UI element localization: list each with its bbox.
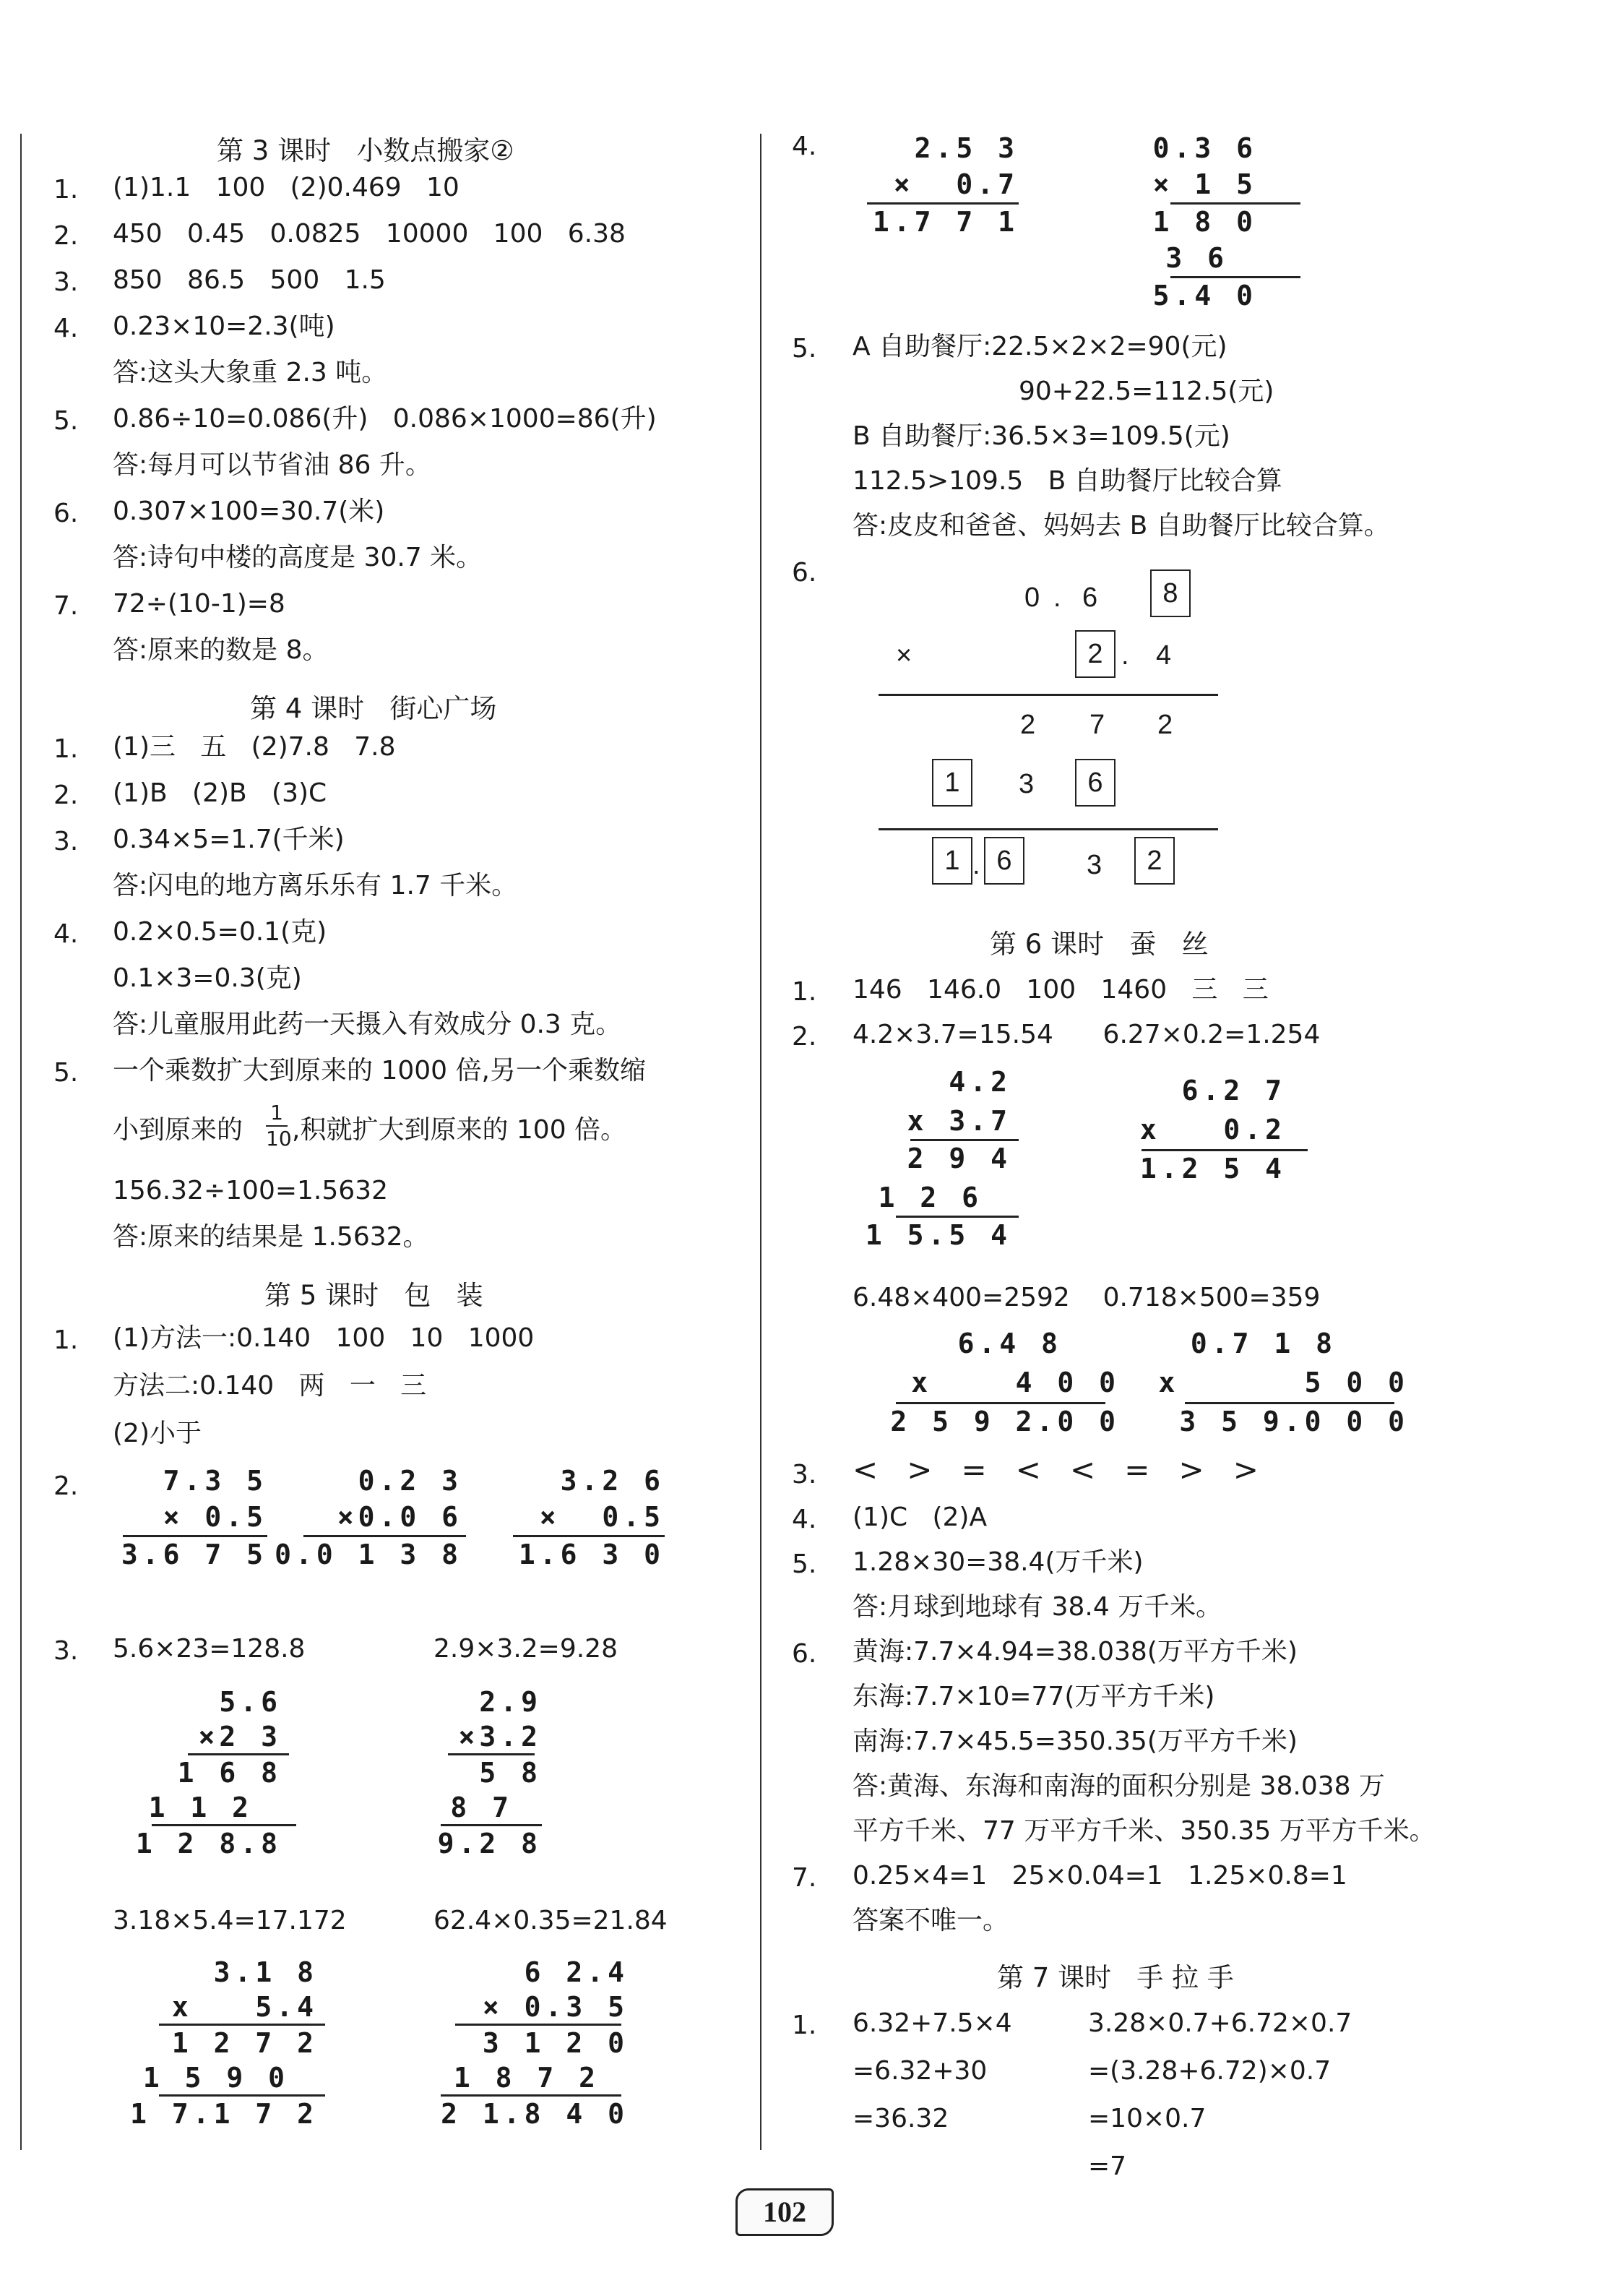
calc-rule	[159, 2024, 325, 2026]
calc-row: 7.3 5	[163, 1465, 267, 1497]
fraction-numerator: 1	[270, 1101, 283, 1125]
answer-line: =10×0.7	[1088, 2104, 1207, 2133]
item-number: 3.	[53, 267, 79, 297]
calc-row: 2 5 9 2.0 0	[890, 1406, 1120, 1437]
calc-row: 4.2	[949, 1066, 1011, 1098]
times-sign: ×	[896, 640, 912, 671]
vertical-calc	[890, 1327, 1156, 1442]
item-number: 5.	[53, 1058, 79, 1088]
calc-rule	[455, 2024, 621, 2026]
item-number: 1.	[792, 977, 817, 1007]
calc-row: 3 5 9.0 0 0	[1179, 1406, 1409, 1437]
answer-line: 方法二:0.140 两 一 三	[113, 1371, 427, 1401]
answer-line: 0.86÷10=0.086(升) 0.086×1000=86(升)	[113, 404, 657, 434]
answer-line: A 自助餐厅:22.5×2×2=90(元)	[853, 332, 1227, 361]
calc-row: 1.6 3 0	[518, 1539, 665, 1570]
calc-row: 6 2.4	[524, 1956, 629, 1988]
calc-row: 0.0 1 3 8	[275, 1539, 462, 1570]
calc-row: ×2 3	[198, 1721, 282, 1753]
item-number: 1.	[53, 175, 79, 205]
calc-rule	[159, 2094, 325, 2097]
calc-row: 0.7 1 8	[1190, 1328, 1337, 1359]
item-number: 4.	[792, 1505, 817, 1534]
answer-line: 0.2×0.5=0.1(克)	[113, 917, 327, 947]
answer-line: 答:诗句中楼的高度是 30.7 米。	[113, 543, 483, 572]
left-margin-rule	[20, 134, 22, 2150]
calc-rule	[1170, 276, 1300, 278]
calc-rule	[448, 1753, 535, 1755]
answer-line: 0.307×100=30.7(米)	[113, 496, 385, 526]
calc-rule	[303, 1535, 466, 1537]
calc-rule	[1170, 202, 1300, 205]
item-number: 5.	[53, 406, 79, 436]
answer-line: (1)三 五 (2)7.8 7.8	[113, 732, 396, 762]
calc-row: 2 1.8 4 0	[441, 2098, 629, 2130]
calc-row: 0.2 3	[358, 1465, 462, 1497]
calc-row: x 0.2	[1139, 1114, 1286, 1145]
answer-line: 146 146.0 100 1460 三 三	[853, 975, 1269, 1005]
vertical-calc	[1158, 1327, 1445, 1442]
calc-row: x 4 0 0	[911, 1367, 1120, 1398]
answer-line: 答:这头大象重 2.3 吨。	[113, 358, 388, 387]
answer-line: (1)1.1 100 (2)0.469 10	[113, 173, 459, 202]
calc-row: 2.9	[479, 1686, 542, 1718]
answer-line: 72÷(10-1)=8	[113, 589, 285, 619]
column-divider	[760, 134, 761, 2150]
digit: 3	[1019, 769, 1035, 799]
answer-line: (1)B (2)B (3)C	[113, 778, 327, 808]
calc-row: 1 2 8.8	[135, 1828, 282, 1859]
calc-rule	[910, 1139, 1019, 1141]
item-number: 6.	[792, 1639, 817, 1669]
digit: 3	[1087, 850, 1102, 880]
answer-line: 6.32+7.5×4	[853, 2008, 1012, 2038]
vertical-calc	[130, 1956, 347, 2144]
calc-row: 9.2 8	[437, 1828, 542, 1859]
digit: 6	[1082, 582, 1098, 613]
item-number: 4.	[53, 919, 79, 949]
answer-line: 答案不唯一。	[853, 1906, 1009, 1935]
answer-line: B 自助餐厅:36.5×3=109.5(元)	[853, 421, 1230, 451]
vertical-calc	[865, 1065, 1055, 1260]
calc-row: 1 7.1 7 2	[130, 2098, 318, 2130]
answer-line: =6.32+30	[853, 2056, 988, 2086]
puzzle-rule	[879, 694, 1218, 696]
equation: 2.9×3.2=9.28	[433, 1634, 618, 1664]
equation: 6.48×400=2592 0.718×500=359	[853, 1283, 1321, 1312]
calc-row: 1 5.5 4	[865, 1219, 1011, 1251]
digit: 0	[1024, 582, 1040, 613]
answer-box: 2	[1134, 837, 1175, 885]
calc-row: 1 1 2	[148, 1792, 253, 1823]
calc-row: ×3.2	[458, 1721, 542, 1753]
calc-row: 1 2 6	[878, 1182, 983, 1213]
answer-box: 1	[932, 837, 972, 885]
calc-row: 3.6 7 5	[121, 1539, 267, 1570]
calc-row: 1 8 0	[1152, 206, 1257, 238]
lesson3-title: 第 3 课时 小数点搬家②	[217, 135, 514, 166]
item-number: 6.	[792, 558, 817, 588]
digit: .	[1121, 640, 1129, 671]
calc-row: 1.2 5 4	[1139, 1153, 1286, 1184]
calc-row: × 0.7	[893, 168, 1019, 200]
lesson7-title: 第 7 课时 手 拉 手	[997, 1962, 1234, 1993]
calc-rule	[896, 1216, 1019, 1218]
item-number: 3.	[792, 1460, 817, 1489]
answer-line: 1.28×30=38.4(万千米)	[853, 1547, 1144, 1577]
item-number: 1.	[792, 2011, 817, 2040]
answer-line: < > = < < = > >	[853, 1452, 1259, 1487]
item-number: 1.	[53, 734, 79, 764]
answer-line: =(3.28+6.72)×0.7	[1088, 2056, 1332, 2086]
answer-line: =7	[1088, 2151, 1127, 2181]
calc-row: × 0.3 5	[482, 1991, 629, 2023]
calc-row: 6.2 7	[1181, 1075, 1286, 1106]
answer-box: 2	[1075, 630, 1115, 678]
answer-line: 黄海:7.7×4.94=38.038(万平方千米)	[853, 1637, 1298, 1667]
calc-rule	[441, 1824, 542, 1826]
answer-line: 112.5>109.5 B 自助餐厅比较合算	[853, 466, 1282, 496]
lesson5-title: 第 5 课时 包 装	[264, 1280, 483, 1311]
calc-row: 8 7	[450, 1792, 513, 1823]
calc-rule	[1142, 1149, 1308, 1151]
calc-row: 3.2 6	[560, 1465, 665, 1497]
puzzle-rule	[879, 828, 1218, 830]
answer-line: 3.28×0.7+6.72×0.7	[1088, 2008, 1352, 2038]
answer-line: 0.1×3=0.3(克)	[113, 963, 302, 993]
equation: 62.4×0.35=21.84	[433, 1906, 668, 1935]
digit: 7	[1089, 710, 1105, 740]
calc-row: 5.6	[219, 1686, 282, 1718]
answer-line: =36.32	[853, 2104, 949, 2133]
calc-row: 3 1 2 0	[482, 2027, 629, 2059]
calc-row: ×0.0 6	[337, 1501, 462, 1533]
calc-rule	[441, 2094, 621, 2097]
answer-line: 小到原来的	[113, 1115, 243, 1145]
answer-line: 答:黄海、东海和南海的面积分别是 38.038 万	[853, 1771, 1385, 1801]
item-number: 7.	[792, 1863, 817, 1893]
calc-row: x 3.7	[907, 1105, 1011, 1137]
page-number: 102	[735, 2188, 834, 2236]
vertical-calc	[1139, 1074, 1344, 1190]
answer-box: 8	[1150, 569, 1191, 617]
equation: 5.6×23=128.8	[113, 1634, 306, 1664]
answer-line: (1)方法一:0.140 100 10 1000	[113, 1323, 535, 1353]
item-number: 6.	[53, 499, 79, 528]
item-number: 4.	[53, 314, 79, 343]
calc-row: 0.3 6	[1152, 132, 1257, 164]
lesson4-title: 第 4 课时 街心广场	[250, 693, 497, 724]
answer-line: 4.2×3.7=15.54 6.27×0.2=1.254	[853, 1020, 1321, 1049]
answer-line: 答:每月可以节省油 86 升。	[113, 450, 431, 480]
answer-line: 答:儿童服用此药一天摄入有效成分 0.3 克。	[113, 1010, 622, 1039]
item-number: 2.	[792, 1022, 817, 1052]
item-number: 2.	[53, 221, 79, 251]
answer-line: 平方千米、77 万平方千米、350.35 万平方千米。	[853, 1816, 1436, 1846]
answer-line: 156.32÷100=1.5632	[113, 1176, 388, 1205]
item-number: 3.	[53, 1636, 79, 1666]
calc-rule	[867, 202, 1019, 205]
answer-line: ,积就扩大到原来的 100 倍。	[292, 1115, 627, 1145]
answer-line: 0.25×4=1 25×0.04=1 1.25×0.8=1	[853, 1861, 1347, 1891]
calc-row: 1 6 8	[177, 1757, 282, 1789]
item-number: 7.	[53, 591, 79, 621]
equation: 3.18×5.4=17.172	[113, 1906, 347, 1935]
answer-line: 答:皮皮和爸爸、妈妈去 B 自助餐厅比较合算。	[853, 511, 1390, 541]
calc-row: × 0.5	[163, 1501, 267, 1533]
answer-line: 答:月球到地球有 38.4 万千米。	[853, 1592, 1222, 1622]
item-number: 5.	[792, 334, 817, 364]
calc-row: x 5.4	[171, 1991, 318, 2023]
digit: .	[1053, 582, 1061, 613]
answer-line: 850 86.5 500 1.5	[113, 265, 386, 295]
answer-line: 0.23×10=2.3(吨)	[113, 311, 335, 341]
calc-rule	[123, 1535, 267, 1537]
answer-line: 南海:7.7×45.5=350.35(万平方千米)	[853, 1727, 1298, 1756]
digit: 2	[1020, 710, 1036, 740]
calc-row: 1 2 7 2	[171, 2027, 318, 2059]
digit: .	[972, 850, 980, 880]
answer-box: 6	[1075, 759, 1115, 807]
calc-rule	[188, 1753, 289, 1755]
calc-row: 1 5 9 0	[142, 2062, 289, 2094]
answer-line: (2)小于	[113, 1419, 202, 1448]
digit: 2	[1157, 710, 1173, 740]
item-number: 2.	[53, 1471, 79, 1501]
answer-line: 450 0.45 0.0825 10000 100 6.38	[113, 219, 626, 249]
calc-rule	[152, 1824, 296, 1826]
answer-box: 6	[984, 837, 1024, 885]
calc-row: 3 6	[1165, 242, 1228, 274]
item-number: 5.	[792, 1549, 817, 1579]
calc-row: 6.4 8	[957, 1328, 1062, 1359]
item-number: 3.	[53, 827, 79, 856]
calc-rule	[896, 1402, 1105, 1404]
answer-line: 答:原来的结果是 1.5632。	[113, 1222, 429, 1252]
calc-rule	[1185, 1402, 1394, 1404]
vertical-calc	[513, 1464, 679, 1573]
answer-line: 90+22.5=112.5(元)	[1019, 377, 1274, 406]
digit: 4	[1156, 640, 1172, 671]
calc-row: 1 8 7 2	[453, 2062, 600, 2094]
calc-row: 2 9 4	[907, 1143, 1011, 1174]
answer-line: 东海:7.7×10=77(万平方千米)	[853, 1682, 1215, 1711]
vertical-calc	[123, 1464, 282, 1573]
answer-line: 答:闪电的地方离乐乐有 1.7 千米。	[113, 871, 518, 900]
item-number: 1.	[53, 1325, 79, 1355]
vertical-calc	[437, 1685, 585, 1873]
vertical-calc	[135, 1685, 311, 1873]
answer-line: 0.34×5=1.7(千米)	[113, 825, 345, 854]
answer-box: 1	[932, 759, 972, 807]
vertical-calc	[860, 132, 1076, 247]
calc-row: x 5 0 0	[1158, 1367, 1409, 1398]
calc-row: 3.1 8	[213, 1956, 318, 1988]
answer-line: (1)C (2)A	[853, 1502, 988, 1532]
fraction-one-tenth	[266, 1101, 292, 1151]
calc-row: 2.5 3	[914, 132, 1019, 164]
calc-row: × 1 5	[1152, 168, 1257, 200]
lesson6-title: 第 6 课时 蚕 丝	[990, 929, 1209, 960]
item-number: 4.	[792, 132, 817, 161]
calc-row: 1.7 7 1	[872, 206, 1019, 238]
calc-row: 5 8	[479, 1757, 542, 1789]
answer-line: 一个乘数扩大到原来的 1000 倍,另一个乘数缩	[113, 1056, 646, 1085]
item-number: 2.	[53, 781, 79, 810]
fraction-denominator: 10	[266, 1127, 292, 1151]
calc-row: × 0.5	[539, 1501, 665, 1533]
vertical-calc	[441, 1956, 657, 2144]
vertical-calc	[1098, 132, 1315, 319]
calc-rule	[513, 1535, 665, 1537]
vertical-calc	[275, 1464, 477, 1573]
calc-row: 5.4 0	[1152, 280, 1257, 311]
answer-line: 答:原来的数是 8。	[113, 635, 329, 665]
